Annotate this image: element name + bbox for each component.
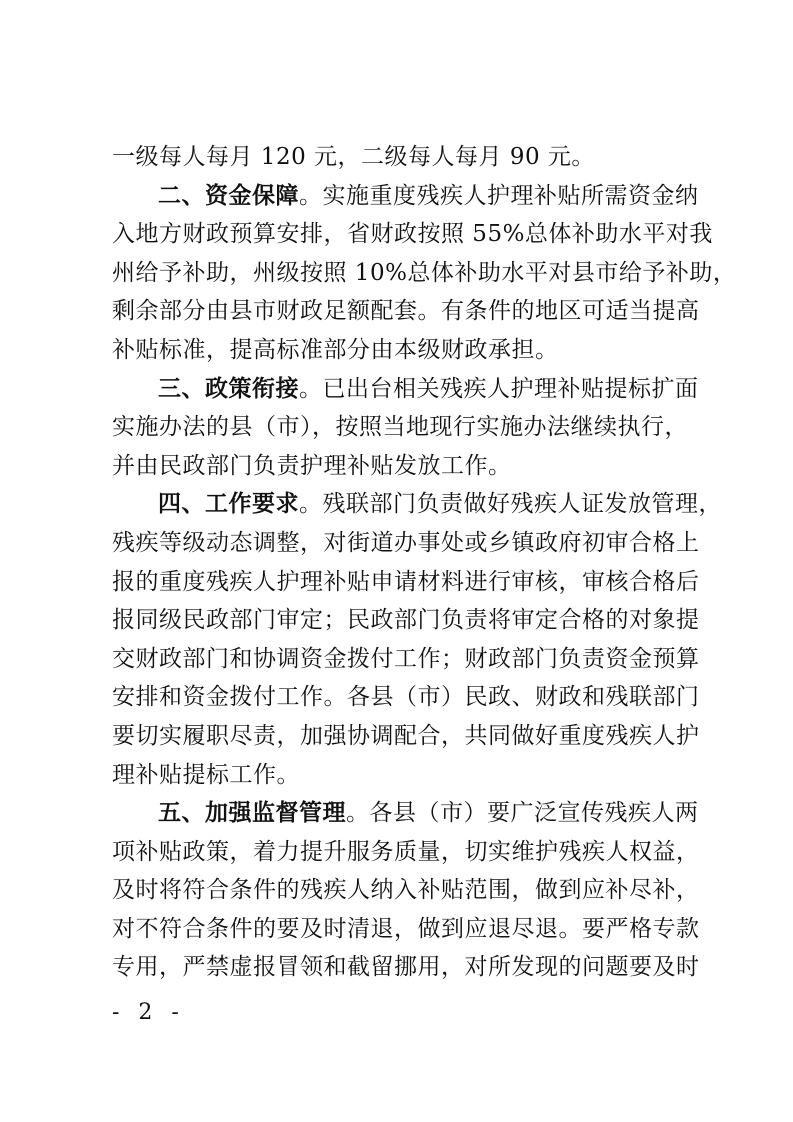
text-line <box>112 524 700 563</box>
text-line <box>112 177 699 216</box>
line-text: 并由民政部门负责护理补贴发放工作。 <box>112 452 512 479</box>
text-line <box>112 292 700 331</box>
text-line <box>112 138 684 177</box>
line-text: 一级每人每月 120 元，二级每人每月 90 元。 <box>112 144 595 170</box>
text-line <box>112 756 684 795</box>
document-body <box>112 138 737 987</box>
line-text: 剩余部分由县市财政足额配套。有条件的地区可适当提高 <box>112 298 700 325</box>
line-text: 报同级民政部门审定；民政部门负责将审定合格的对象提 <box>112 607 700 634</box>
line-text: 要切实履职尽责，加强协调配合，共同做好重度残疾人护 <box>112 722 700 749</box>
text-line <box>112 948 700 987</box>
line-text: 。残联部门负责做好残疾人证发放管理， <box>299 491 722 518</box>
line-text: 州给予补助，州级按照 10%总体补助水平对县市给予补助， <box>112 259 737 286</box>
line-text: 实施办法的县（市），按照当地现行实施办法继续执行， <box>112 414 688 441</box>
line-text: 安排和资金拨付工作。各县（市）民政、财政和残联部门 <box>112 684 700 711</box>
line-text: 。实施重度残疾人护理补贴所需资金纳 <box>299 182 699 209</box>
text-line <box>112 601 700 640</box>
line-text: 报的重度残疾人护理补贴申请材料进行审核，审核合格后 <box>112 568 700 595</box>
text-line <box>112 717 700 756</box>
text-line <box>112 871 700 910</box>
text-line <box>112 370 699 409</box>
text-line <box>112 794 699 833</box>
page-number: - 2 - <box>112 1000 185 1025</box>
text-line <box>112 563 700 602</box>
section-heading: 二、资金保障 <box>158 182 299 209</box>
line-text: 交财政部门和协调资金拨付工作；财政部门负责资金预算 <box>112 645 700 672</box>
section-heading: 四、工作要求 <box>158 491 299 518</box>
text-line <box>112 910 700 949</box>
line-text: 残疾等级动态调整，对街道办事处或乡镇政府初审合格上 <box>112 529 700 556</box>
text-line <box>112 678 700 717</box>
text-line <box>112 485 722 524</box>
section-heading: 五、加强监督管理 <box>158 800 346 827</box>
text-line <box>112 254 737 293</box>
text-line <box>112 447 684 486</box>
line-text: 。已出台相关残疾人护理补贴提标扩面 <box>299 375 699 402</box>
text-line <box>112 408 688 447</box>
text-line <box>112 833 700 872</box>
text-line <box>112 215 713 254</box>
line-text: 专用，严禁虚报冒领和截留挪用，对所发现的问题要及时 <box>112 954 700 981</box>
line-text: 项补贴政策，着力提升服务质量，切实维护残疾人权益， <box>112 838 700 865</box>
line-text: 。各县（市）要广泛宣传残疾人两 <box>346 800 699 827</box>
line-text: 对不符合条件的要及时清退，做到应退尽退。要严格专款 <box>112 915 700 942</box>
line-text: 及时将符合条件的残疾人纳入补贴范围，做到应补尽补， <box>112 877 700 904</box>
line-text: 入地方财政预算安排，省财政按照 55%总体补助水平对我 <box>112 221 713 248</box>
section-heading: 三、政策衔接 <box>158 375 299 402</box>
text-line <box>112 331 684 370</box>
line-text: 补贴标准，提高标准部分由本级财政承担。 <box>112 336 559 363</box>
text-line <box>112 640 700 679</box>
line-text: 理补贴提标工作。 <box>112 761 300 788</box>
